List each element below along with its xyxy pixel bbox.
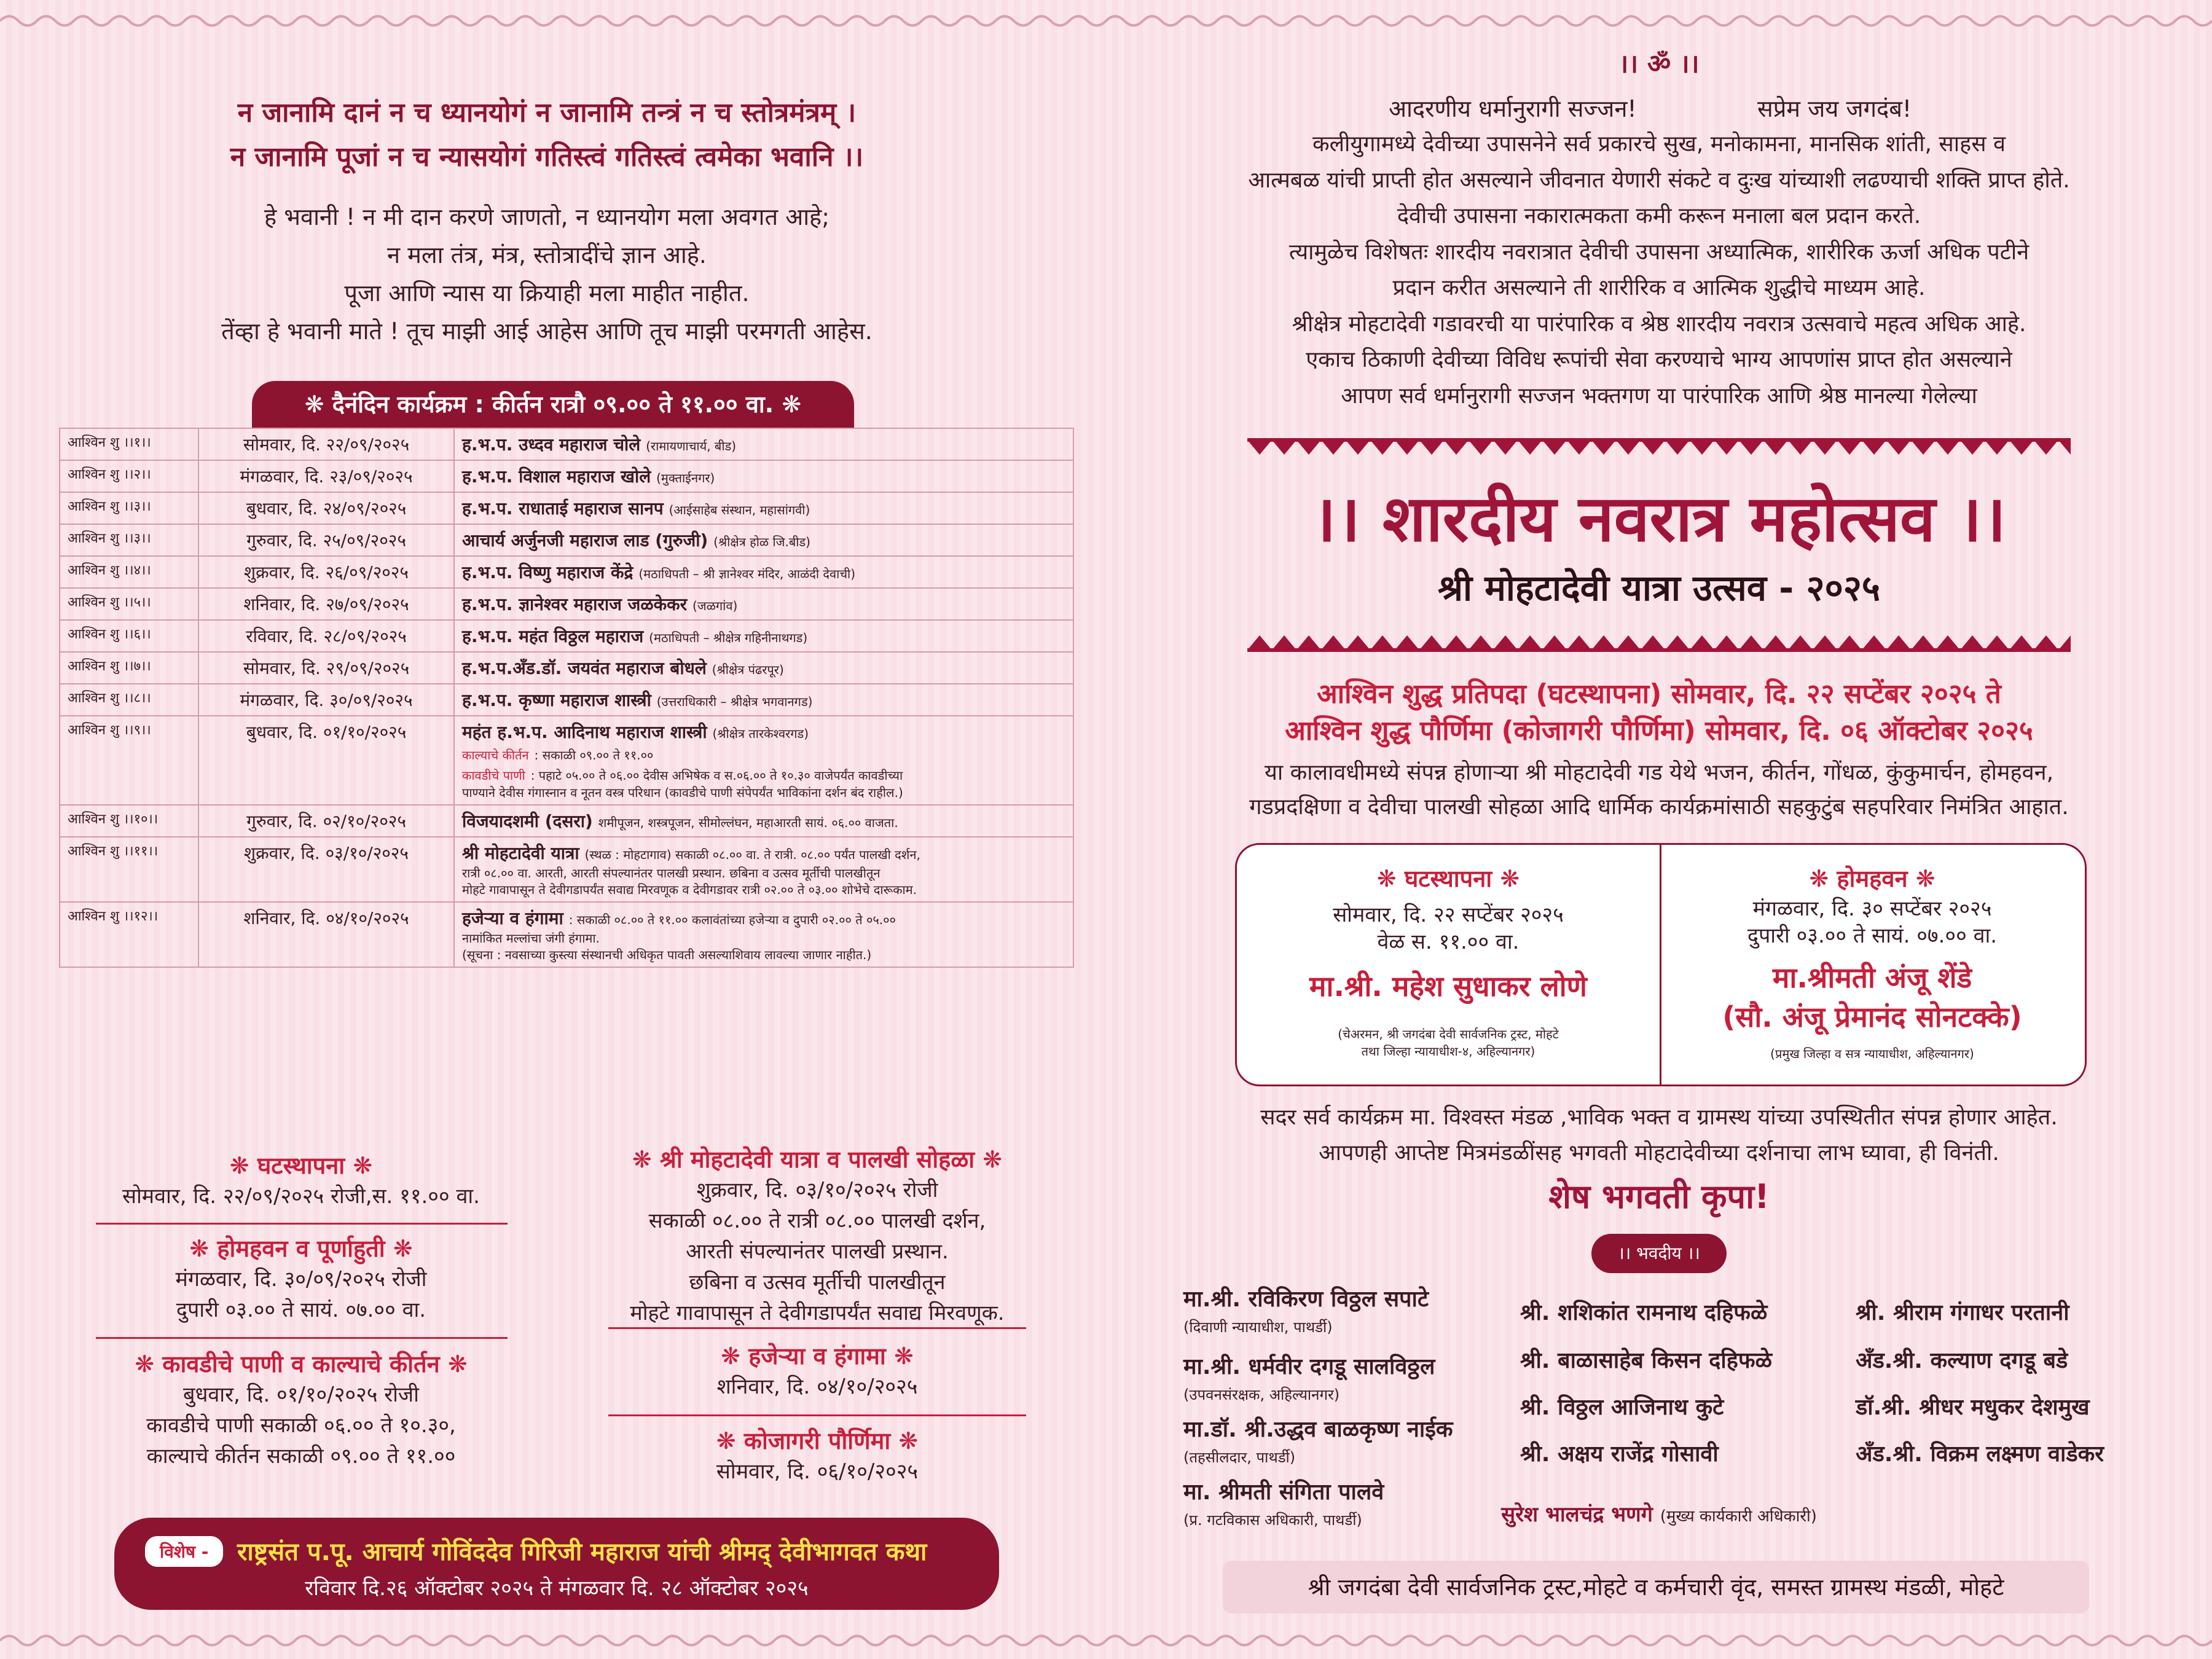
trustee-name: मा.डॉ. श्री.उद्धव बाळकृष्ण नाईक xyxy=(1183,1417,1453,1442)
tithi-cell: आश्विन शु ।।४।। xyxy=(60,556,198,588)
invite-line: या कालावधीमध्ये संपन्न होणाऱ्या श्री मोहटादेवी गड येथे भजन, कीर्तन, गोंधळ, कुंकुमार्चन, होमहवन, xyxy=(1264,760,2054,785)
date-cell: बुधवार, दि. २४/०९/२०२५ xyxy=(198,492,454,524)
meaning-line: हे भवानी ! न मी दान करणे जाणतो, न ध्यानयोग मला अवगत आहे; xyxy=(264,203,830,230)
box-line: मंगळवार, दि. ३० सप्टेंबर २०२५ xyxy=(1752,896,1992,921)
kavadi-text: : पहाटे ०५.०० ते ०६.०० देवीस अभिषेक व स.०६.०० ते १०.३० वाजेपर्यंत कावडीच्या xyxy=(530,768,903,783)
event-title: ❋ हजेऱ्या व हंगामा ❋ xyxy=(721,1343,914,1370)
special-date: रविवार दि.२६ ऑक्टोबर २०२५ ते मंगळवार दि. २८ ऑक्टोबर २०२५ xyxy=(305,1576,809,1601)
invitation-text xyxy=(1155,756,2163,825)
box-line: दुपारी ०३.०० ते सायं. ०७.०० वा. xyxy=(1747,924,1998,948)
event-title: ❋ कावडीचे पाणी व काल्याचे कीर्तन ❋ xyxy=(135,1351,468,1378)
shloka-meaning xyxy=(61,198,1032,350)
kirtankar-name: महंत ह.भ.प. आदिनाथ महाराज शास्त्री xyxy=(462,722,707,742)
intro-line: श्रीक्षेत्र मोहटादेवी गडावरची या पारंपारिक व श्रेष्ठ शारदीय नवरात्र उत्सवाचे महत्व अधिक आहे. xyxy=(1292,311,2026,337)
event-line: मंगळवार, दि. ३०/०९/२०२५ रोजी xyxy=(175,1267,427,1292)
guest-designation: तथा जिल्हा न्यायाधीश-४, अहिल्यानगर) xyxy=(1361,1044,1535,1059)
divider xyxy=(608,1327,1026,1329)
divider xyxy=(608,1414,1026,1416)
divider xyxy=(96,1337,508,1339)
tithi-cell: आश्विन शु ।।२।। xyxy=(60,460,198,492)
kirtankar-cell xyxy=(454,428,1073,460)
kirtankar-name: ह.भ.प. महंत विठ्ठल महाराज xyxy=(462,626,644,646)
kirtankar-place: (मठाधिपती – श्रीक्षेत्र गहिनीनाथगड) xyxy=(649,630,808,645)
divider xyxy=(96,1223,508,1225)
meaning-line: तेंव्हा हे भवानी माते ! तूच माझी आई आहेस आणि तूच माझी परमगती आहेस. xyxy=(221,318,873,345)
trustee-name: श्री. शशिकांत रामनाथ दहिफळे xyxy=(1520,1300,1768,1325)
guest-name-alt: (सौ. अंजू प्रेमानंद सोनटक्के) xyxy=(1722,1000,2022,1033)
intro-line: प्रदान करीत असल्याने ती शारीरिक व आत्मिक शुद्धीचे माध्यम आहे. xyxy=(1392,275,1926,300)
guest-designation: (प्रमुख जिल्हा व सत्र न्यायाधीश, अहिल्यानगर) xyxy=(1770,1046,1974,1061)
event-line: मोहटे गावापासून ते देवीगडापर्यंत सवाद्य मिरवणूक. xyxy=(630,1301,1005,1325)
kirtankar-cell xyxy=(454,492,1073,524)
guest-name: मा.श्री. महेश सुधाकर लोणे xyxy=(1309,970,1587,1003)
tithi-cell: आश्विन शु ।।१२।। xyxy=(60,902,198,967)
blessing-text: शेष भगवती कृपा! xyxy=(1548,1177,1770,1216)
kirtankar-place: (श्रीक्षेत्र होळ जि.बीड) xyxy=(713,535,810,549)
program-cell xyxy=(454,902,1073,967)
tithi-cell: आश्विन शु ।।१।। xyxy=(60,428,198,460)
event-line: आरती संपल्यानंतर पालखी प्रस्थान. xyxy=(686,1239,949,1264)
event-title: ❋ घटस्थापना ❋ xyxy=(229,1152,373,1179)
program-cell xyxy=(454,805,1073,837)
event-line: काल्याचे कीर्तन सकाळी ०९.०० ते ११.०० xyxy=(146,1444,456,1469)
event-line: कावडीचे पाणी सकाळी ०६.०० ते १०.३०, xyxy=(146,1413,456,1438)
table-row xyxy=(60,524,1073,556)
date-cell: शनिवार, दि. ०४/१०/२०२५ xyxy=(198,902,454,967)
kala-label: काल्याचे कीर्तन xyxy=(462,748,529,763)
trustee-name: श्री. बाळासाहेब किसन दहिफळे xyxy=(1520,1348,1772,1373)
date-cell: शनिवार, दि. २७/०९/२०२५ xyxy=(198,588,454,620)
trustee-designation: (उपवनसंरक्षक, अहिल्यानगर) xyxy=(1183,1386,1340,1403)
kirtankar-name: ह.भ.प. विष्णु महाराज केंद्रे xyxy=(462,562,633,582)
kirtankar-place: (रामायणाचार्य, बीड) xyxy=(646,439,737,453)
kirtankar-name: ह.भ.प.अँड.डॉ. जयवंत महाराज बोधले xyxy=(462,658,707,678)
program-name: श्री मोहटादेवी यात्रा xyxy=(462,843,579,863)
special-text: राष्ट्रसंत प.पू. आचार्य गोविंददेव गिरिजी महाराज यांची श्रीमद् देवीभागवत कथा xyxy=(237,1538,927,1566)
intro-line: कलीयुगामध्ये देवीच्या उपासनेने सर्व प्रकारचे सुख, मनोकामना, मानसिक शांती, साहस व xyxy=(1312,131,2006,157)
tithi-cell: आश्विन शु ।।१०।। xyxy=(60,805,198,837)
trustee-designation: (प्र. गटविकास अधिकारी, पाथर्डी) xyxy=(1183,1512,1362,1529)
trustee-name: मा. श्रीमती संगिता पालवे xyxy=(1183,1480,1384,1505)
event-palkhi xyxy=(578,1143,1057,1328)
tithi-cell: आश्विन शु ।।५।। xyxy=(60,588,198,620)
trustee-name: अँड.श्री. कल्याण दगडू बडे xyxy=(1856,1348,2068,1373)
tithi-cell: आश्विन शु ।।३।। xyxy=(60,524,198,556)
ceo-name: सुरेश भालचंद्र भणगे xyxy=(1501,1502,1653,1527)
intro-line: त्यामुळेच विशेषतः शारदीय नवरात्रात देवीची उपासना अध्यात्मिक, शारीरिक ऊर्जा अधिक पटीने xyxy=(1288,239,2030,265)
date-cell: मंगळवार, दि. २३/०९/२०२५ xyxy=(198,460,454,492)
table-row xyxy=(60,492,1073,524)
event-line: बुधवार, दि. ०१/१०/२०२५ रोजी xyxy=(183,1382,419,1407)
greeting-right: सप्रेम जय जगदंब! xyxy=(1757,95,1912,122)
trustee-name: मा.श्री. धर्मवीर दगडू सालविठ्ठल xyxy=(1183,1354,1435,1379)
special-katha-banner xyxy=(114,1518,999,1610)
program-detail-2: रात्री ०८.०० वा. आरती, आरती संपल्यानंतर पालखी प्रस्थान. छबिना व उत्सव मूर्तीची पालखीतून xyxy=(462,866,880,880)
event-line: सोमवार, दि. २२/०९/२०२५ रोजी,स. ११.०० वा. xyxy=(122,1184,480,1209)
box-title: ❋ घटस्थापना ❋ xyxy=(1376,865,1520,892)
closing-line: आपणही आप्तेष्ट मित्रमंडळींसह भगवती मोहटादेवीच्या दर्शनाचा लाभ घ्यावा, ही विनंती. xyxy=(1319,1140,1999,1166)
kirtankar-cell xyxy=(454,716,1073,805)
table-row xyxy=(60,588,1073,620)
kirtankar-place: (मठाधिपती – श्री ज्ञानेश्वर मंदिर, आळंदी देवाची) xyxy=(638,567,856,581)
event-line: छबिना व उत्सव मूर्तीची पालखीतून xyxy=(689,1270,946,1295)
trustee-name: अँड.श्री. विक्रम लक्ष्मण वाडेकर xyxy=(1856,1441,2104,1467)
date-cell: शुक्रवार, दि. २६/०९/२०२५ xyxy=(198,556,454,588)
shloka-line: न जानामि पूजां न च न्यासयोगं गतिस्त्वं गतिस्त्वं त्वमेका भवानि ।। xyxy=(230,141,864,173)
event-line: शनिवार, दि. ०४/१०/२०२५ xyxy=(716,1375,918,1399)
event-hajerya xyxy=(578,1339,1057,1402)
intro-line: देवीची उपासना नकारात्मकता कमी करून मनाला बल प्रदान करते. xyxy=(1397,203,1921,229)
trustee-name: डॉ.श्री. श्रीधर मधुकर देशमुख xyxy=(1856,1395,2090,1420)
box-title: ❋ होमहवन ❋ xyxy=(1809,865,1936,892)
table-row xyxy=(60,620,1073,652)
trustee-designation: (तहसीलदार, पाथर्डी) xyxy=(1183,1449,1296,1466)
ceo-signature xyxy=(1155,1499,2163,1528)
invite-line: गडप्रदक्षिणा व देवीचा पालखी सोहळा आदि धार्मिक कार्यक्रमांसाठी सहकुटुंब सहपरिवार निमंत्रित आहात. xyxy=(1249,794,2069,820)
kirtankar-cell xyxy=(454,620,1073,652)
kirtankar-cell xyxy=(454,460,1073,492)
program-detail-3: मोहटे गावापासून ते देवीगडापर्यंत सवाद्य मिरवणूक व देवीगडावर रात्री ०२.०० ते ०३.०० शोभेचे दारूकाम. xyxy=(462,882,917,897)
kirtankar-name: ह.भ.प. उध्दव महाराज चोले xyxy=(462,434,641,455)
table-row xyxy=(60,805,1073,837)
tithi-cell: आश्विन शु ।।८।। xyxy=(60,684,198,716)
shloka-line: न जानामि दानं न च ध्यानयोगं न जानामि तन्त्रं न च स्तोत्रमंत्रम् । xyxy=(237,97,857,128)
greeting-left: आदरणीय धर्मानुरागी सज्जन! xyxy=(1389,95,1637,122)
kirtankar-place: (जळगांव) xyxy=(692,598,738,613)
kirtankar-name: ह.भ.प. ज्ञानेश्वर महाराज जळकेकर xyxy=(462,594,688,614)
date-line: आश्विन शुद्ध पौर्णिमा (कोजागरी पौर्णिमा) सोमवार, दि. ०६ ऑक्टोबर २०२५ xyxy=(1285,715,2033,747)
trustee-name: श्री. अक्षय राजेंद्र गोसावी xyxy=(1520,1441,1719,1467)
program-name: विजयादशमी (दसरा) xyxy=(462,811,593,831)
date-line: आश्विन शुद्ध प्रतिपदा (घटस्थापना) सोमवार, दि. २२ सप्टेंबर २०२५ ते xyxy=(1317,678,2001,710)
trustee-name: मा.श्री. रविकिरण विठ्ठल सपाटे xyxy=(1183,1287,1429,1312)
closing-text xyxy=(1155,1100,2163,1171)
intro-line: आपण सर्व धर्मानुरागी सज्जन भक्तगण या पारंपारिक आणि श्रेष्ठ मानल्या गेलेल्या xyxy=(1341,383,1977,409)
top-wave-border xyxy=(0,9,2212,33)
om-symbol: ।। ॐ ।। xyxy=(1618,49,1700,79)
date-cell: बुधवार, दि. ०१/१०/२०२५ xyxy=(198,716,454,805)
trustee-name: श्री. विठ्ठल आजिनाथ कुटे xyxy=(1520,1395,1724,1420)
special-tag: विशेष - xyxy=(145,1536,223,1567)
date-cell: गुरुवार, दि. ०२/१०/२०२५ xyxy=(198,805,454,837)
meaning-line: पूजा आणि न्यास या क्रियाही मला माहीत नाहीत. xyxy=(344,280,750,307)
bottom-wave-border xyxy=(0,1628,2212,1653)
kirtankar-place: (मुक्ताईनगर) xyxy=(656,471,715,485)
footer-trust: श्री जगदंबा देवी सार्वजनिक ट्रस्ट,मोहटे व कर्मचारी वृंद, समस्त ग्रामस्थ मंडळी, मोहटे xyxy=(1223,1561,2089,1614)
program-detail-3: (सूचना : नवसाच्या कुस्त्या संस्थानची अधिकृत पावती असल्याशिवाय लावल्या जाणार नाहीत.) xyxy=(462,947,872,962)
tithi-cell: आश्विन शु ।।११।। xyxy=(60,837,198,902)
kirtankar-cell xyxy=(454,588,1073,620)
kirtankar-name: ह.भ.प. राधाताई महाराज सानप xyxy=(462,498,664,519)
tithi-cell: आश्विन शु ।।३।। xyxy=(60,492,198,524)
event-title: ❋ श्री मोहटादेवी यात्रा व पालखी सोहळा ❋ xyxy=(632,1146,1003,1173)
tithi-cell: आश्विन शु ।।७।। xyxy=(60,652,198,684)
kirtan-schedule-table xyxy=(59,428,1074,968)
event-line: शुक्रवार, दि. ०३/१०/२०२५ रोजी xyxy=(696,1178,938,1202)
kavadi-label: कावडीचे पाणी xyxy=(462,768,525,783)
homhavan-box xyxy=(1661,845,2084,1084)
trustee-item xyxy=(1183,1351,1435,1405)
kavadi-text-2: पाण्याने देवीस गंगास्नान व नूतन वस्त्र परिधान (कावडीचे पाणी संपेपर्यंत भाविकांना दर्शन बंद राहील.) xyxy=(462,785,903,800)
trustee-item xyxy=(1183,1283,1429,1337)
intro-line: एकाच ठिकाणी देवीच्या विविध रूपांची सेवा करण्याचे भाग्य आपणांस प्राप्त होत असल्याने xyxy=(1306,347,2012,372)
festival-title: ।। शारदीय नवरात्र महोत्सव ।। xyxy=(1312,480,2006,556)
program-cell xyxy=(454,837,1073,902)
kirtankar-name: ह.भ.प. कृष्णा महाराज शास्त्री xyxy=(462,690,651,710)
closing-line: सदर सर्व कार्यक्रम मा. विश्वस्त मंडळ ,भाविक भक्त व ग्रामस्थ यांच्या उपस्थितीत संपन्न होणार आहेत. xyxy=(1260,1105,2058,1130)
event-kojagari xyxy=(578,1424,1057,1487)
trustee-name: श्री. श्रीराम गंगाधर परतानी xyxy=(1856,1300,2069,1325)
table-row xyxy=(60,716,1073,805)
trustee-designation: (दिवाणी न्यायाधीश, पाथर्डी) xyxy=(1183,1319,1333,1336)
date-cell: गुरुवार, दि. २५/०९/२०२५ xyxy=(198,524,454,556)
title-bottom-ornament xyxy=(1247,633,2071,653)
kirtankar-cell xyxy=(454,684,1073,716)
date-cell: सोमवार, दि. २९/०९/२०२५ xyxy=(198,652,454,684)
event-homhavan xyxy=(68,1232,535,1325)
intro-line: आत्मबळ यांची प्राप्ती होत असल्याने जीवनात येणारी संकटे व दुःख यांच्याशी लढण्याची शक्ति प्राप्त होते. xyxy=(1248,167,2070,193)
title-top-ornament xyxy=(1247,437,2071,457)
table-row xyxy=(60,556,1073,588)
tithi-cell: आश्विन शु ।।६।। xyxy=(60,620,198,652)
shloka xyxy=(61,91,1032,179)
kala-text: : सकाळी ०९.०० ते ११.०० xyxy=(534,748,654,763)
guest-designation: (चेअरमन, श्री जगदंबा देवी सार्वजनिक ट्रस्ट, मोहटे xyxy=(1338,1027,1559,1041)
kirtankar-cell xyxy=(454,556,1073,588)
ghatsthapana-box xyxy=(1237,845,1661,1084)
event-title: ❋ कोजागरी पौर्णिमा ❋ xyxy=(716,1427,919,1454)
event-line: सोमवार, दि. ०६/१०/२०२५ xyxy=(716,1459,919,1484)
kirtankar-place: (आईसाहेब संस्थान, महासांगवी) xyxy=(669,503,810,517)
box-line: वेळ स. ११.०० वा. xyxy=(1377,930,1520,954)
box-line: सोमवार, दि. २२ सप्टेंबर २०२५ xyxy=(1333,903,1564,927)
date-cell: सोमवार, दि. २२/०९/२०२५ xyxy=(198,428,454,460)
chief-guests-box xyxy=(1235,843,2087,1086)
table-row xyxy=(60,837,1073,902)
kirtankar-cell xyxy=(454,524,1073,556)
event-ghatsthapana xyxy=(68,1149,535,1212)
table-row xyxy=(60,684,1073,716)
event-kavadi xyxy=(68,1347,535,1472)
date-cell: शुक्रवार, दि. ०३/१०/२०२५ xyxy=(198,837,454,902)
kirtankar-name: ह.भ.प. विशाल महाराज खोले xyxy=(462,466,651,487)
meaning-line: न मला तंत्र, मंत्र, स्तोत्रादींचे ज्ञान आहे. xyxy=(386,241,707,269)
intro-paragraph xyxy=(1155,127,2163,414)
daily-program-banner: ❋ दैनंदिन कार्यक्रम : कीर्तन रात्रौ ०९.०० ते ११.०० वा. ❋ xyxy=(252,381,854,428)
kirtankar-name: आचार्य अर्जुनजी महाराज लाड (गुरुजी) xyxy=(462,530,708,551)
program-detail: (स्थळ : मोहटागाव) सकाळी ०८.०० वा. ते रात्री. ०८.०० पर्यंत पालखी दर्शन, xyxy=(584,847,920,862)
kirtankar-cell xyxy=(454,652,1073,684)
guest-name: मा.श्रीमती अंजू शेंडे xyxy=(1772,961,1972,994)
date-cell: मंगळवार, दि. ३०/०९/२०२५ xyxy=(198,684,454,716)
kirtankar-place: (श्रीक्षेत्र तारकेश्वरगड) xyxy=(712,726,809,741)
event-line: सकाळी ०८.०० ते रात्री ०८.०० पालखी दर्शन, xyxy=(648,1209,986,1233)
ceo-title: (मुख्य कार्यकारी अधिकारी) xyxy=(1660,1507,1817,1526)
event-title: ❋ होमहवन व पूर्णाहुती ❋ xyxy=(189,1235,413,1262)
table-row xyxy=(60,428,1073,460)
program-detail: शमीपूजन, शस्त्रपूजन, सीमोल्लंघन, महाआरती सायं. ०६.०० वाजता. xyxy=(598,815,898,830)
kirtankar-place: (श्रीक्षेत्र पंढरपूर) xyxy=(712,662,784,677)
festival-dates xyxy=(1155,676,2163,750)
festival-subtitle: श्री मोहटादेवी यात्रा उत्सव - २०२५ xyxy=(1437,567,1881,609)
tithi-cell: आश्विन शु ।।९।। xyxy=(60,716,198,805)
program-name: हजेऱ्या व हंगामा xyxy=(462,908,563,928)
table-row xyxy=(60,652,1073,684)
bhavdiya-badge: ।। भवदीय ।। xyxy=(1591,1234,1727,1273)
kirtankar-place: (उत्तराधिकारी – श्रीक्षेत्र भगवानगड) xyxy=(656,694,813,709)
table-row xyxy=(60,460,1073,492)
program-detail-2: नामांकित मल्लांचा जंगी हंगामा. xyxy=(462,931,600,946)
event-line: दुपारी ०३.०० ते सायं. ०७.०० वा. xyxy=(176,1298,426,1322)
trustee-item xyxy=(1183,1413,1453,1467)
program-detail: : सकाळी ०८.०० ते ११.०० कलावंतांच्या हजेऱ्या व दुपारी ०२.०० ते ०५.०० xyxy=(568,912,896,927)
table-row xyxy=(60,902,1073,967)
date-cell: रविवार, दि. २८/०९/२०२५ xyxy=(198,620,454,652)
